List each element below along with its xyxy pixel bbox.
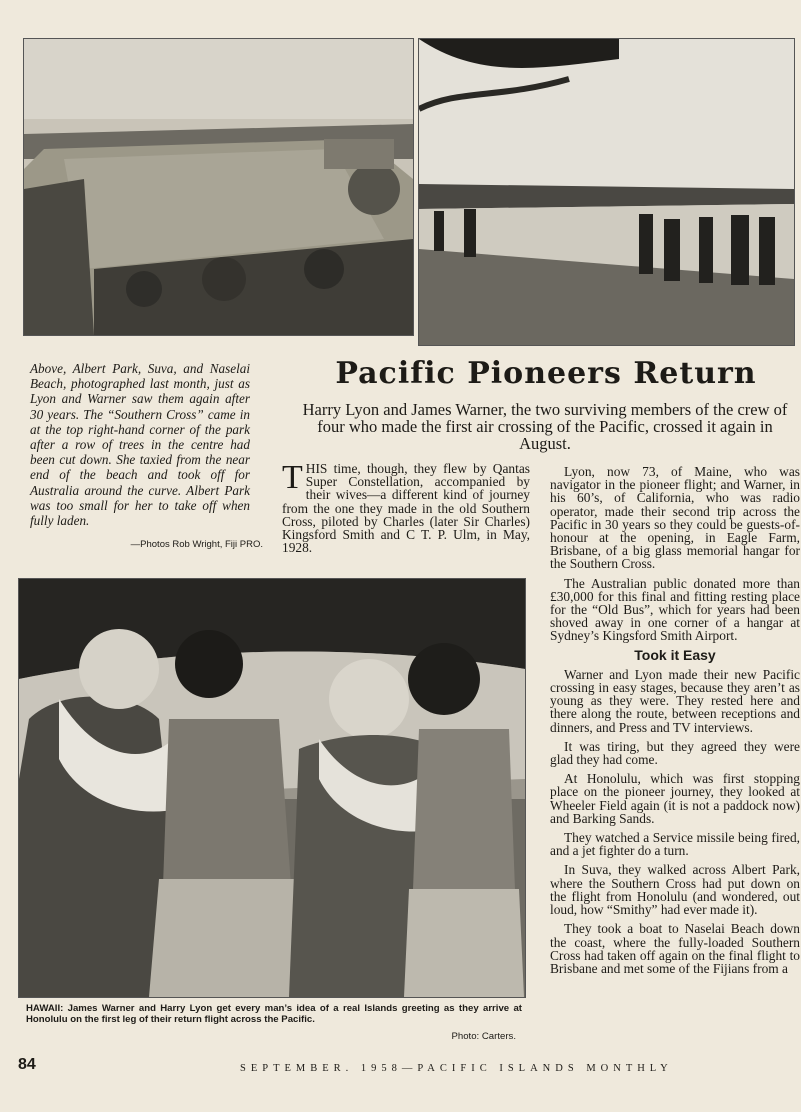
paragraph: It was tiring, but they agreed they were glad they had come. [550,738,800,768]
paragraph: They took a boat to Naselai Beach down the coast, where the fully-loaded Southern Cross had taken off again on the final flight to Brisbane and met some of the Fijians from a [550,921,800,976]
photo-caption-top: Above, Albert Park, Suva, and Naselai Beach, photographed last month, just as Lyon and Warner saw them again after 30 years. The “Southern Cross” came in at the top right-hand corner of the park after a row of trees in the centre had been cut down. She taxied from the near end of the beach and took off for Australia around the curve. Albert Park was too small for her to take off when fully laden. [30,361,250,529]
article-deck: Harry Lyon and James Warner, the two surviving members of the crew of four who made the first air crossing of the Pacific, crossed it again in August. [302,400,788,453]
paragraph: They watched a Service missile being fired, and a jet fighter do a turn. [550,830,800,859]
paragraph: In Suva, they walked across Albert Park, where the Southern Cross had put down on the flight from Honolulu (and wondered, out loud, how “Smithy” had ever made it). [550,862,800,918]
photo-caption-bottom: HAWAII: James Warner and Harry Lyon get every man’s idea of a real Islands greeting as they arrive at Honolulu on the first leg of their return flight across the Pacific. [26,1003,522,1025]
drop-cap: T [282,459,303,496]
albert-park-photo [23,38,414,336]
paragraph: Lyon, now 73, of Maine, who was navigator in the pioneer flight; and Warner, in his 60’s, of California, who was radio operator, made their second trip across the Pacific in 30 years so they could be guests-of-honour at the opening, in Eagle Farm, Brisbane, of a big glass memorial hangar for the Southern Cross. [550,464,800,572]
article-column-middle [282,459,530,560]
photo-credit-top: —Photos Rob Wright, Fiji PRO. [130,539,263,550]
hawaii-greeting-photo [18,578,526,998]
paragraph: At Honolulu, which was first stopping place on the pioneer journey, they looked at Wheeler Field again (it is not a paddock now) and Barking Sands. [550,771,800,826]
paragraph: The Australian public donated more than £30,000 for this final and fitting resting place for the “Old Bus”, which for years had been shoved away in one corner of a hangar at Sydney’s Kingsford Smith Airport. [550,575,800,644]
page-number: 84 [18,1056,36,1073]
naselai-beach-photo [418,38,795,346]
paragraph: Warner and Lyon made their new Pacific crossing in easy stages, because they aren’t as young as they were. They rested here and there along the route, between receptions and dinners, and Press and TV interviews. [550,666,800,735]
running-footer: SEPTEMBER. 1958—PACIFIC ISLANDS MONTHLY [240,1063,673,1074]
article-column-right [550,465,800,981]
article-headline: Pacific Pioneers Return [335,356,757,391]
paragraph-text: HIS time, though, they flew by Qantas Super Constellation, accompanied by their wives—a different kind of journey from the one they made in the old Southern Cross, piloted by Charles (later Sir Charles) Kingsford Smith and C T. P. Ulm, in May, 1928. [282,461,530,556]
section-subhead: Took it Easy [634,646,716,663]
photo-credit-bottom: Photo: Carters. [451,1031,516,1042]
paragraph [282,459,530,556]
